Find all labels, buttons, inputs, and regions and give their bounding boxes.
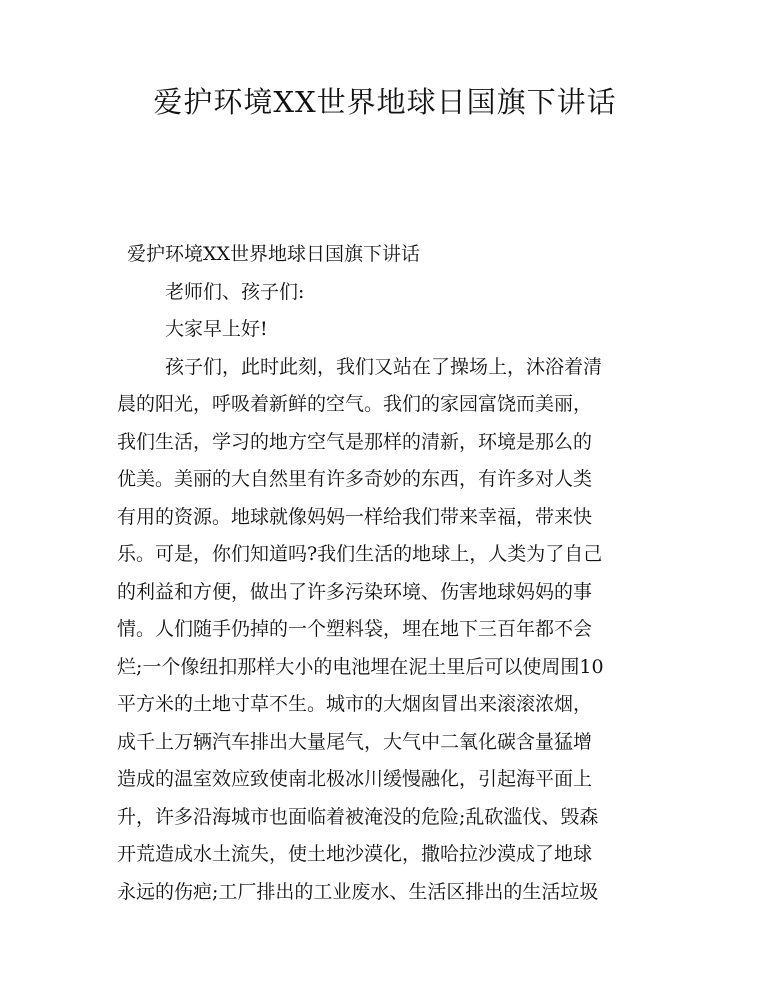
paragraph-line: 烂;一个像纽扣那样大小的电池埋在泥土里后可以使周围10 — [117, 655, 604, 678]
paragraph-line: 开荒造成水土流失，使土地沙漠化，撒哈拉沙漠成了地球 — [117, 843, 593, 865]
greeting-line: 老师们、孩子们: — [165, 280, 305, 303]
paragraph-line: 乐。可是，你们知道吗?我们生活的地球上，人类为了自己 — [117, 543, 603, 565]
paragraph-line: 优美。美丽的大自然里有许多奇妙的东西，有许多对人类 — [117, 468, 593, 490]
paragraph-line: 情。人们随手仍掉的一个塑料袋，埋在地下三百年都不会 — [117, 618, 593, 640]
salutation-line: 大家早上好! — [165, 318, 268, 340]
paragraph-line: 的利益和方便，做出了许多污染环境、伤害地球妈妈的事 — [117, 580, 593, 603]
paragraph-line: 升，许多沿海城市也面临着被淹没的危险;乱砍滥伐、毁森 — [117, 805, 599, 828]
paragraph-line: 有用的资源。地球就像妈妈一样给我们带来幸福，带来快 — [117, 505, 593, 528]
document-title: 爱护环境XX世界地球日国旗下讲话 — [153, 85, 617, 119]
paragraph-line: 永远的伤疤;工厂排出的工业废水、生活区排出的生活垃圾 — [117, 880, 599, 903]
paragraph-line: 晨的阳光，呼吸着新鲜的空气。我们的家园富饶而美丽， — [117, 393, 593, 415]
paragraph-line: 造成的温室效应致使南北极冰川缓慢融化，引起海平面上 — [117, 768, 593, 790]
paragraph-line: 平方米的土地寸草不生。城市的大烟囱冒出来滚滚浓烟， — [117, 693, 593, 715]
document-body — [117, 236, 657, 911]
document-subtitle: 爱护环境XX世界地球日国旗下讲话 — [127, 243, 421, 265]
paragraph-line: 成千上万辆汽车排出大量尾气，大气中二氧化碳含量猛增 — [117, 730, 593, 753]
paragraph-line: 我们生活，学习的地方空气是那样的清新，环境是那么的 — [117, 430, 593, 453]
paragraph-line: 孩子们，此时此刻，我们又站在了操场上，沐浴着清 — [165, 355, 603, 378]
